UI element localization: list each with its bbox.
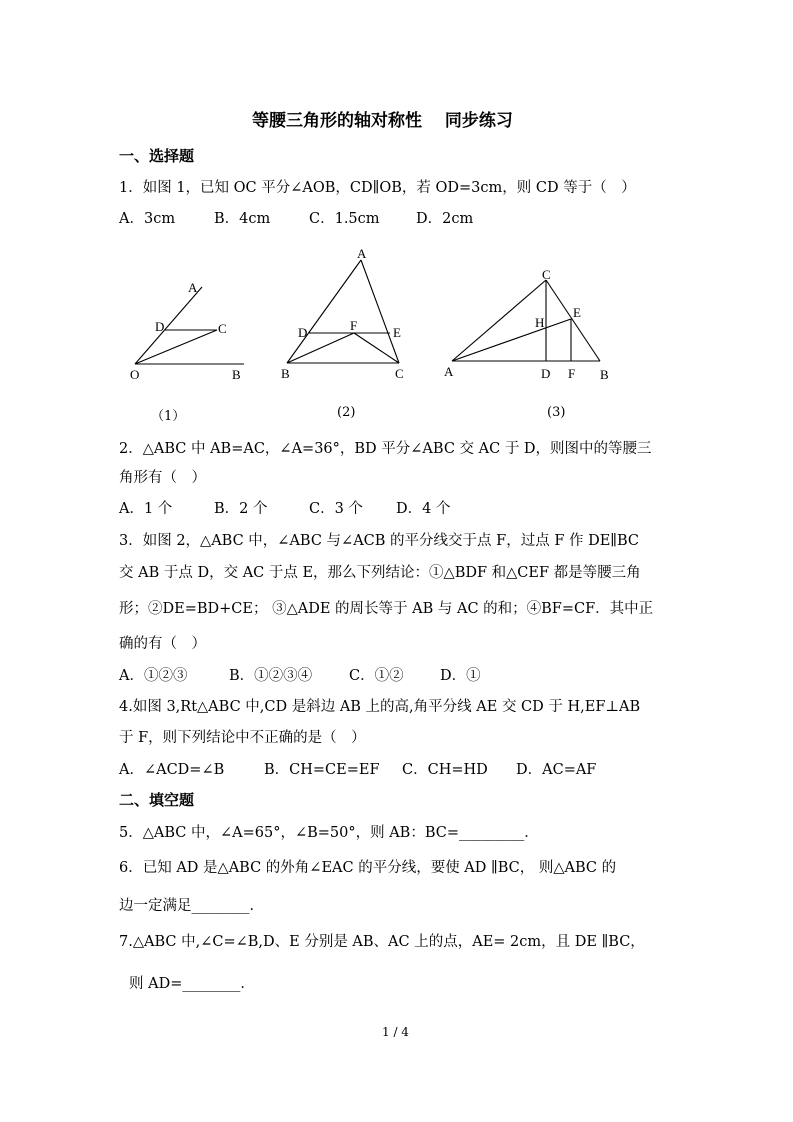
label-d: D (155, 319, 165, 334)
label-b: B (232, 367, 241, 382)
option-d[interactable]: D．4 个 (396, 501, 451, 517)
line-oa (135, 287, 202, 364)
label-c: C (218, 321, 227, 336)
option-a[interactable]: A．∠ACD=∠B (119, 762, 225, 778)
label-d: D (298, 325, 308, 340)
label-c: C (542, 267, 551, 282)
option-b[interactable]: B．①②③④ (229, 668, 313, 684)
line-oc (135, 330, 217, 364)
option-c[interactable]: C．CH=HD (402, 762, 488, 778)
question-6-line-2: 边一定满足________． (119, 898, 264, 914)
section-fill-heading: 二、填空题 (119, 791, 195, 809)
question-1-stem: 1．如图 1，已知 OC 平分∠AOB，CD∥OB，若 OD=3cm，则 CD 等于（ ） (119, 180, 636, 196)
question-5: 5．△ABC 中，∠A=65°，∠B=50°，则 AB：BC=_________． (119, 825, 539, 841)
option-b[interactable]: B．2 个 (214, 501, 268, 517)
question-4-options (119, 758, 596, 779)
side-ac (452, 280, 546, 361)
label-f: F (568, 366, 576, 381)
question-6-line-1: 6．已知 AD 是△ABC 的外角∠EAC 的平分线，要使 AD ∥BC， 则△ABC 的 (119, 860, 617, 876)
question-3-line-2: 交 AB 于点 D，交 AC 于点 E，那么下列结论：①△BDF 和△CEF 都是等腰三角 (119, 565, 641, 581)
page-title: 等腰三角形的轴对称性 同步练习 (252, 111, 513, 131)
label-e: E (393, 325, 401, 340)
question-4-line-1: 4.如图 3,Rt△ABC 中,CD 是斜边 AB 上的高,角平分线 AE 交 CD 于 H,EF⊥AB (119, 699, 641, 715)
option-a[interactable]: A．1 个 (119, 501, 173, 517)
option-a[interactable]: A．3cm (119, 211, 176, 227)
option-d[interactable]: D．AC=AF (516, 762, 597, 778)
question-3-line-1: 3．如图 2，△ABC 中，∠ABC 与∠ACB 的平分线交于点 F，过点 F 作 DE∥BC (119, 533, 640, 549)
figure-2 (275, 244, 415, 384)
label-a: A (357, 246, 367, 261)
figure-1 (120, 270, 260, 385)
question-4-line-2: 于 F，则下列结论中不正确的是（ ） (119, 730, 366, 746)
question-2-line-2: 角形有（ ） (119, 470, 206, 486)
section-choice-heading: 一、选择题 (119, 147, 195, 165)
figure-3-caption: (3) (547, 405, 566, 420)
option-c[interactable]: C．1.5cm (309, 211, 380, 227)
label-b: B (281, 366, 290, 381)
page-number: 1 / 4 (382, 1025, 409, 1039)
question-7-line-1: 7.△ABC 中,∠C=∠B,D、E 分别是 AB、AC 上的点，AE= 2cm，且 DE ∥BC， (119, 934, 645, 950)
figure-2-caption: (2) (337, 405, 356, 420)
label-a: A (444, 364, 454, 379)
question-2-options (119, 497, 450, 518)
question-7-line-2: 则 AD=________． (129, 976, 255, 992)
label-f: F (350, 318, 358, 333)
side-ac (361, 260, 399, 363)
figure-3 (440, 266, 620, 386)
question-3-options (119, 664, 481, 685)
side-ab (287, 260, 361, 363)
option-d[interactable]: D．① (440, 668, 481, 684)
question-3-line-4: 确的有（ ） (119, 636, 206, 652)
option-a[interactable]: A．①②③ (119, 668, 188, 684)
side-cb (546, 280, 600, 361)
question-1-options (119, 207, 473, 228)
figure-1-caption: （1） (151, 409, 186, 424)
option-c[interactable]: C．①② (349, 668, 404, 684)
option-b[interactable]: B．4cm (214, 211, 271, 227)
question-3-line-3: 形；②DE=BD+CE； ③△ADE 的周长等于 AB 与 AC 的和；④BF=CF．其中正 (119, 601, 654, 617)
label-e: E (573, 305, 581, 320)
label-o: O (130, 367, 140, 382)
label-a: A (188, 280, 198, 295)
label-h: H (535, 315, 545, 330)
label-b: B (600, 367, 609, 382)
option-c[interactable]: C．3 个 (309, 501, 363, 517)
bisector-ae (452, 319, 571, 361)
option-d[interactable]: D．2cm (416, 211, 474, 227)
question-2-line-1: 2．△ABC 中 AB=AC，∠A=36°，BD 平分∠ABC 交 AC 于 D，则图中的等腰三 (119, 441, 652, 457)
label-d: D (541, 366, 551, 381)
label-c: C (395, 366, 404, 381)
option-b[interactable]: B．CH=CE=EF (264, 762, 380, 778)
